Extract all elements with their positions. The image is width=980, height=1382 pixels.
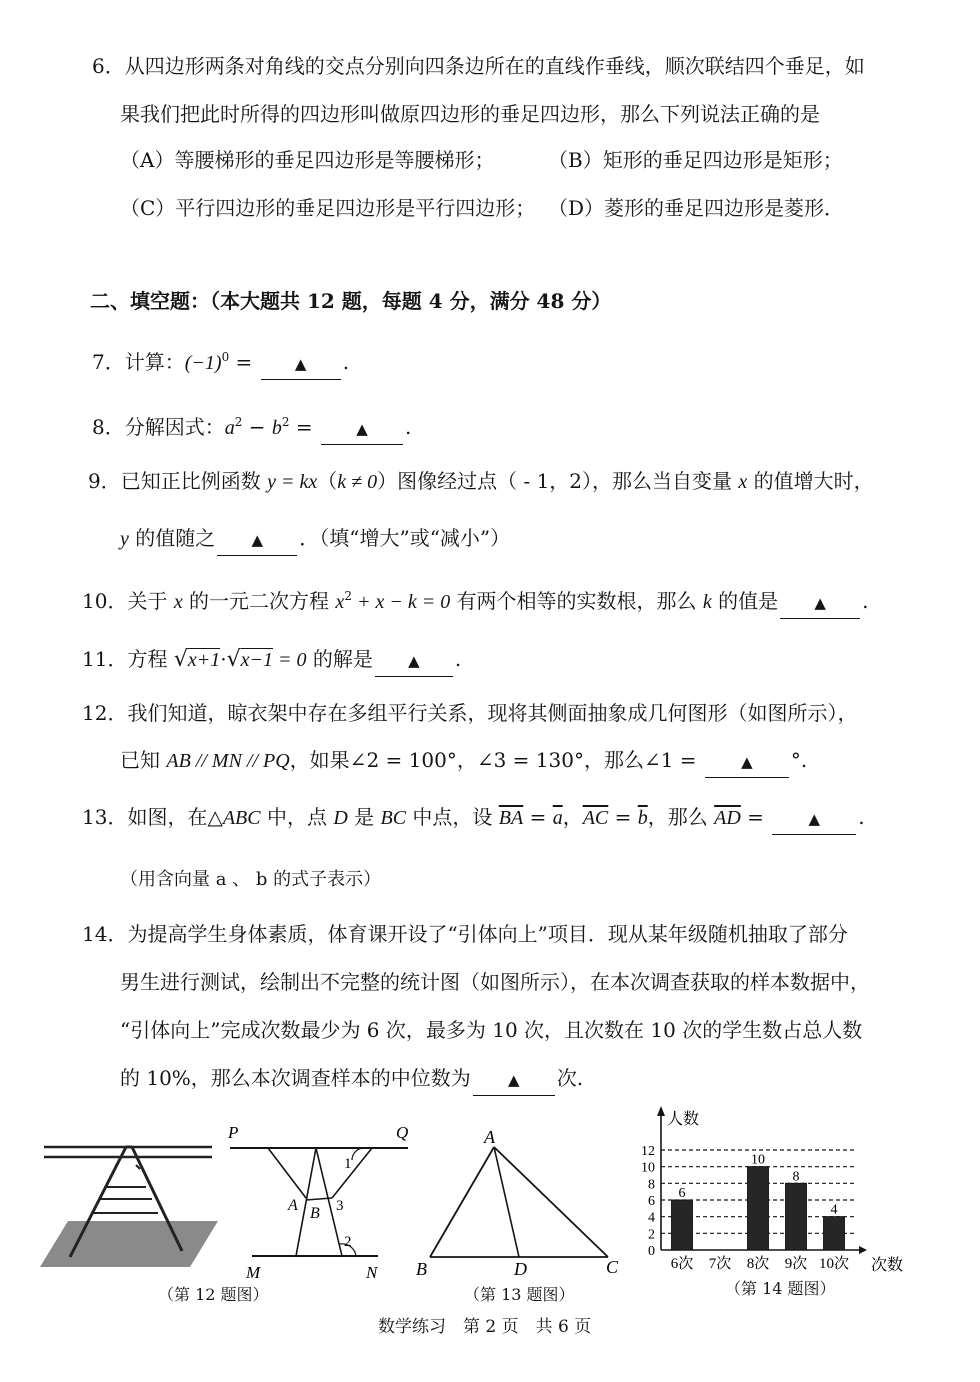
bar-value-8次: 10 bbox=[751, 1152, 765, 1168]
clothes-rack-figure bbox=[40, 1135, 220, 1270]
fig13-triangle bbox=[412, 1125, 627, 1280]
q6-line2: 果我们把此时所得的四边形叫做原四边形的垂足四边形，那么下列说法正确的是 bbox=[120, 102, 820, 126]
q8: 8．分解因式：$a^2 - b^2$ = ▲ . bbox=[92, 408, 411, 445]
x-tick-6次: 6次 bbox=[670, 1256, 694, 1272]
q9-line1: 9．已知正比例函数 y = kx（k ≠ 0）图像经过点（ - 1，2），那么当自变量 x 的值增大时， bbox=[88, 469, 874, 493]
x-tick-7次: 7次 bbox=[708, 1256, 732, 1272]
fig12-label-p: P bbox=[228, 1123, 239, 1142]
q13-line1: 13．如图，在△ABC 中，点 D 是 BC 中点，设 $\overline{BA} = \overline{a}$，$\overline{AC} = \overline{b}$，那么 $\overline{AD}$ = ▲ . bbox=[82, 803, 865, 835]
q7: 7．计算：$(-1)^0$ = ▲ . bbox=[92, 343, 349, 380]
q6-option-d: （D）菱形的垂足四边形是菱形． bbox=[548, 196, 845, 220]
fig13-label-b: B bbox=[416, 1259, 427, 1279]
fig14-caption: （第 14 题图） bbox=[725, 1279, 836, 1298]
fig13-label-c: C bbox=[606, 1257, 619, 1277]
fig12-label-3: 3 bbox=[336, 1198, 344, 1214]
bar-9次 bbox=[786, 1183, 807, 1250]
q11-blank: ▲ bbox=[375, 645, 453, 677]
fig12-caption: （第 12 题图） bbox=[158, 1285, 269, 1304]
q8-blank: ▲ bbox=[321, 413, 403, 445]
x-tick-9次: 9次 bbox=[784, 1256, 808, 1272]
bar-value-6次: 6 bbox=[678, 1186, 686, 1201]
x-axis-label: 次数 bbox=[871, 1257, 904, 1274]
fig13-label-d: D bbox=[514, 1259, 527, 1279]
bar-6次 bbox=[672, 1200, 693, 1250]
q6-option-a: （A）等腰梯形的垂足四边形是等腰梯形； bbox=[120, 148, 495, 172]
fig12-geometry bbox=[220, 1118, 420, 1283]
x-tick-10次: 10次 bbox=[818, 1256, 850, 1272]
y-axis-arrow bbox=[657, 1106, 665, 1116]
fig12-label-n: N bbox=[366, 1263, 378, 1282]
fig12-label-q: Q bbox=[396, 1123, 409, 1142]
q12-line1: 12．我们知道，晾衣架中存在多组平行关系，现将其侧面抽象成几何图形（如图所示）， bbox=[82, 701, 858, 725]
q13-line2: （用含向量 a 、 b 的式子表示） bbox=[120, 869, 382, 890]
y-tick-8: 8 bbox=[648, 1177, 655, 1193]
y-tick-10: 10 bbox=[641, 1160, 655, 1176]
fig14-bar-chart bbox=[625, 1100, 915, 1275]
q9-line2: y 的值随之 ▲ ．（填“增大”或“减小”） bbox=[120, 524, 510, 556]
y-axis-label: 人数 bbox=[667, 1111, 700, 1128]
page-footer: 数学练习 第 2 页 共 6 页 bbox=[378, 1317, 592, 1337]
fig13-caption: （第 13 题图） bbox=[464, 1285, 575, 1304]
x-axis-arrow bbox=[859, 1246, 867, 1254]
q6-option-c: （C）平行四边形的垂足四边形是平行四边形； bbox=[120, 196, 536, 220]
fig12-label-1: 1 bbox=[344, 1156, 352, 1172]
y-tick-0: 0 bbox=[648, 1244, 655, 1259]
section-heading: 二、填空题：（本大题共 12 题，每题 4 分，满分 48 分） bbox=[90, 289, 612, 313]
bar-value-9次: 8 bbox=[792, 1169, 800, 1185]
q13-blank: ▲ bbox=[772, 803, 856, 835]
q14-line3: “引体向上”完成次数最少为 6 次，最多为 10 次，且次数在 10 次的学生数占总人数 bbox=[120, 1018, 863, 1042]
q14-blank: ▲ bbox=[473, 1064, 555, 1096]
q9-blank: ▲ bbox=[217, 524, 297, 556]
bar-8次 bbox=[748, 1167, 769, 1250]
fig13-label-a: A bbox=[484, 1127, 495, 1147]
q7-blank: ▲ bbox=[261, 348, 341, 380]
fig12-label-m: M bbox=[246, 1263, 261, 1282]
bar-value-10次: 4 bbox=[830, 1202, 838, 1218]
q6-option-b: （B）矩形的垂足四边形是矩形； bbox=[548, 148, 843, 172]
q10: 10．关于 x 的一元二次方程 $x^2 + x - k = 0$ 有两个相等的实数根，那么 k 的值是 ▲ . bbox=[82, 582, 869, 619]
q14-line4: 的 10%，那么本次调查样本的中位数为 ▲ 次. bbox=[120, 1064, 583, 1096]
y-tick-12: 12 bbox=[641, 1144, 655, 1159]
bar-10次 bbox=[824, 1217, 845, 1250]
q14-line2: 男生进行测试，绘制出不完整的统计图（如图所示），在本次调查获取的样本数据中， bbox=[120, 970, 870, 994]
fig12-label-2: 2 bbox=[344, 1234, 352, 1250]
y-tick-6: 6 bbox=[648, 1194, 655, 1209]
q10-blank: ▲ bbox=[780, 587, 860, 619]
q12-line2: 已知 AB // MN // PQ，如果∠2 = 100°，∠3 = 130°，那么∠1 = ▲ °. bbox=[120, 746, 807, 778]
y-tick-2: 2 bbox=[648, 1227, 655, 1243]
q12-blank: ▲ bbox=[705, 746, 789, 778]
fig12-label-b: B bbox=[310, 1205, 320, 1222]
ground-shadow bbox=[40, 1221, 218, 1267]
fig12-label-a: A bbox=[288, 1197, 298, 1214]
y-tick-4: 4 bbox=[648, 1210, 655, 1226]
x-tick-8次: 8次 bbox=[746, 1256, 770, 1272]
q11: 11．方程 √x+1·√x−1 = 0 的解是 ▲ . bbox=[82, 645, 461, 677]
q6-line1: 6．从四边形两条对角线的交点分别向四条边所在的直线作垂线，顺次联结四个垂足，如 bbox=[92, 54, 865, 78]
q14-line1: 14．为提高学生身体素质，体育课开设了“引体向上”项目．现从某年级随机抽取了部分 bbox=[82, 922, 848, 946]
